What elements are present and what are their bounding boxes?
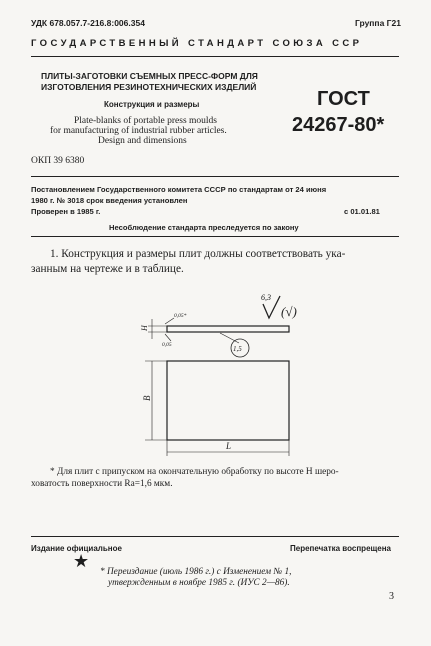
- tolerance-top: 0,05*: [174, 313, 187, 319]
- title-en-line1: Plate-blanks of portable press moulds: [74, 116, 218, 126]
- height-label: H: [140, 325, 149, 331]
- decree-line3: Проверен в 1985 г.: [31, 207, 101, 216]
- decree-line1: Постановлением Государственного комитета СССР по стандартам от 24 июня: [31, 185, 327, 194]
- title-en-line3: Design and dimensions: [98, 136, 187, 146]
- length-label: L: [226, 441, 232, 451]
- decree-date: с 01.01.81: [344, 207, 380, 216]
- roughness-paren: (√): [281, 304, 297, 319]
- official-edition: Издание официальное: [31, 544, 122, 553]
- title-rule: [31, 176, 399, 177]
- roughness-value: 6,3: [261, 293, 271, 302]
- standard-banner: ГОСУДАРСТВЕННЫЙ СТАНДАРТ СОЮЗА ССР: [31, 38, 363, 49]
- plate-side-view: [167, 326, 289, 332]
- header-rule: [31, 56, 399, 57]
- reissue-line2: утвержденным в ноябре 1985 г. (ИУС 2—86).: [108, 578, 290, 588]
- tolerance-bottom: 0,05: [162, 342, 172, 348]
- decree-rule: [31, 236, 399, 237]
- plate-drawing: [0, 285, 431, 465]
- title-en-line2: for manufacturing of industrial rubber articles.: [50, 126, 227, 136]
- body-line2: занным на чертеже и в таблице.: [31, 263, 184, 275]
- title-ru-line1: ПЛИТЫ-ЗАГОТОВКИ СЪЕМНЫХ ПРЕСС-ФОРМ ДЛЯ: [41, 71, 258, 81]
- decree-line2: 1980 г. № 3018 срок введения установлен: [31, 196, 188, 205]
- footnote-line2: ховатость поверхности Ra=1,6 мкм.: [31, 479, 173, 489]
- footer-rule: [31, 536, 399, 537]
- okp-code: ОКП 39 6380: [31, 156, 85, 166]
- footnote-line1: * Для плит с припуском на окончательную обработку по высоте H шеро-: [50, 467, 339, 477]
- body-line1: 1. Конструкция и размеры плит должны соответствовать ука-: [50, 248, 346, 260]
- title-ru-line2: ИЗГОТОВЛЕНИЯ РЕЗИНОТЕХНИЧЕСКИХ ИЗДЕЛИЙ: [41, 82, 257, 92]
- star-icon: ★: [73, 551, 90, 572]
- group-code: Группа Г21: [355, 18, 401, 28]
- gost-label: ГОСТ: [317, 88, 370, 110]
- reissue-line1: * Переиздание (июль 1986 г.) с Изменением № 1,: [100, 567, 292, 577]
- udk-code: УДК 678.057.7-216.8:006.354: [31, 18, 145, 28]
- reprint-prohibited: Перепечатка воспрещена: [290, 544, 391, 553]
- width-label: B: [142, 395, 152, 401]
- plate-plan-view: [167, 361, 289, 440]
- title-ru-subtitle: Конструкция и размеры: [104, 100, 200, 109]
- callout-value: 1,5: [233, 345, 242, 353]
- page-number: 3: [389, 591, 394, 602]
- gost-number: 24267-80*: [292, 114, 385, 136]
- law-notice: Несоблюдение стандарта преследуется по закону: [109, 223, 299, 232]
